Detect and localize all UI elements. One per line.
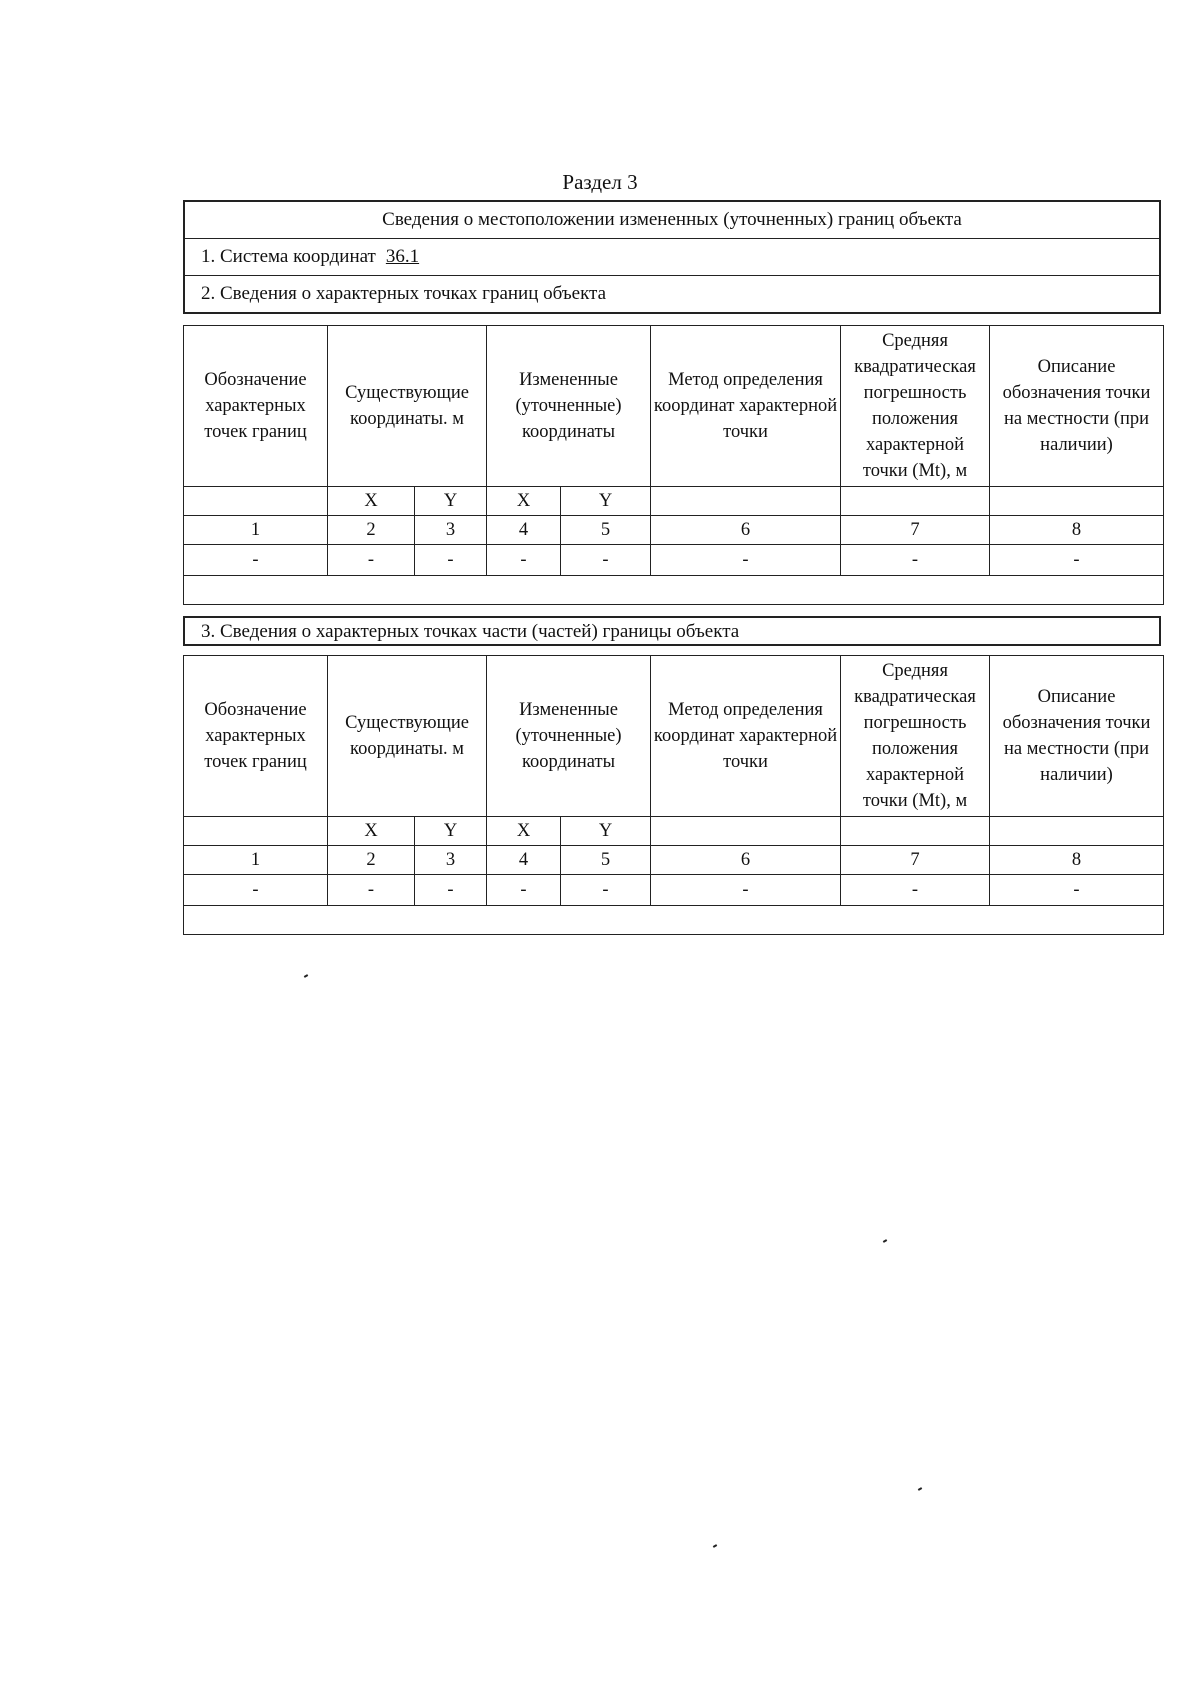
column-number: 7 <box>841 516 990 545</box>
table-cell: - <box>841 545 990 576</box>
axis-row <box>184 487 1164 516</box>
axis-y: Y <box>561 487 651 516</box>
table-cell <box>184 817 328 846</box>
table-cell: - <box>651 545 841 576</box>
table-cell: - <box>184 875 328 906</box>
characteristic-points-heading: 2. Сведения о характерных точках границ объекта <box>201 283 607 304</box>
table-cell: - <box>328 545 415 576</box>
header-mean-square-error: Средняя квадратическая погрешность положения характерной точки (Mt), м <box>841 656 990 817</box>
table-cell <box>184 576 1164 605</box>
header-existing-coordinates: Существующие координаты. м <box>328 326 487 487</box>
column-number: 8 <box>990 516 1164 545</box>
table-cell: - <box>415 545 487 576</box>
boundary-info-heading: Сведения о местоположении измененных (уточненных) границ объекта <box>185 202 1159 239</box>
coordinate-system-value: 36.1 <box>385 246 420 267</box>
table-cell: - <box>561 875 651 906</box>
header-point-designation: Обозначение характерных точек границ <box>184 656 328 817</box>
table-cell: - <box>990 875 1164 906</box>
boundary-points-table <box>183 325 1164 605</box>
coordinate-system-label: 1. Система координат <box>201 246 376 267</box>
axis-y: Y <box>415 817 487 846</box>
table-cell: - <box>184 545 328 576</box>
header-method: Метод определения координат характерной точки <box>651 656 841 817</box>
column-number-row <box>184 846 1164 875</box>
column-number: 7 <box>841 846 990 875</box>
column-number: 5 <box>561 516 651 545</box>
axis-x: X <box>487 487 561 516</box>
column-number: 8 <box>990 846 1164 875</box>
axis-x: X <box>328 817 415 846</box>
column-number: 3 <box>415 846 487 875</box>
boundary-info-block <box>183 200 1161 314</box>
axis-x: X <box>487 817 561 846</box>
table-cell <box>990 817 1164 846</box>
table-header-row <box>184 326 1164 487</box>
table-header-row <box>184 656 1164 817</box>
coordinate-system-row <box>185 239 1159 276</box>
table-cell: - <box>415 875 487 906</box>
table-cell: - <box>328 875 415 906</box>
table-cell <box>184 487 328 516</box>
table-cell: - <box>651 875 841 906</box>
column-number: 5 <box>561 846 651 875</box>
table-cell <box>990 487 1164 516</box>
header-point-designation: Обозначение характерных точек границ <box>184 326 328 487</box>
column-number: 4 <box>487 516 561 545</box>
column-number: 1 <box>184 516 328 545</box>
column-number: 6 <box>651 516 841 545</box>
header-changed-coordinates: Измененные (уточненные) координаты <box>487 656 651 817</box>
header-method: Метод определения координат характерной точки <box>651 326 841 487</box>
table-cell: - <box>990 545 1164 576</box>
part-points-table <box>183 655 1164 935</box>
axis-y: Y <box>561 817 651 846</box>
section-title: Раздел 3 <box>562 170 638 194</box>
scan-speck <box>713 1544 717 1548</box>
scan-speck <box>883 1239 887 1243</box>
column-number: 2 <box>328 516 415 545</box>
column-number: 4 <box>487 846 561 875</box>
column-number-row <box>184 516 1164 545</box>
column-number: 1 <box>184 846 328 875</box>
part-points-heading: 3. Сведения о характерных точках части (частей) границы объекта <box>183 616 1161 646</box>
table-cell: - <box>841 875 990 906</box>
scan-speck <box>304 974 308 978</box>
table-cell: - <box>561 545 651 576</box>
table-cell <box>651 817 841 846</box>
table-cell: - <box>487 875 561 906</box>
header-mean-square-error: Средняя квадратическая погрешность положения характерной точки (Mt), м <box>841 326 990 487</box>
column-number: 3 <box>415 516 487 545</box>
table-row <box>184 875 1164 906</box>
table-cell <box>841 817 990 846</box>
table-footer-row <box>184 906 1164 935</box>
header-changed-coordinates: Измененные (уточненные) координаты <box>487 326 651 487</box>
table-cell <box>841 487 990 516</box>
header-point-description: Описание обозначения точки на местности (при наличии) <box>990 656 1164 817</box>
scan-speck <box>918 1487 922 1491</box>
header-point-description: Описание обозначения точки на местности (при наличии) <box>990 326 1164 487</box>
column-number: 6 <box>651 846 841 875</box>
axis-x: X <box>328 487 415 516</box>
table-cell <box>651 487 841 516</box>
column-number: 2 <box>328 846 415 875</box>
table-row <box>184 545 1164 576</box>
axis-y: Y <box>415 487 487 516</box>
table-cell <box>184 906 1164 935</box>
table-footer-row <box>184 576 1164 605</box>
header-existing-coordinates: Существующие координаты. м <box>328 656 487 817</box>
axis-row <box>184 817 1164 846</box>
table-cell: - <box>487 545 561 576</box>
